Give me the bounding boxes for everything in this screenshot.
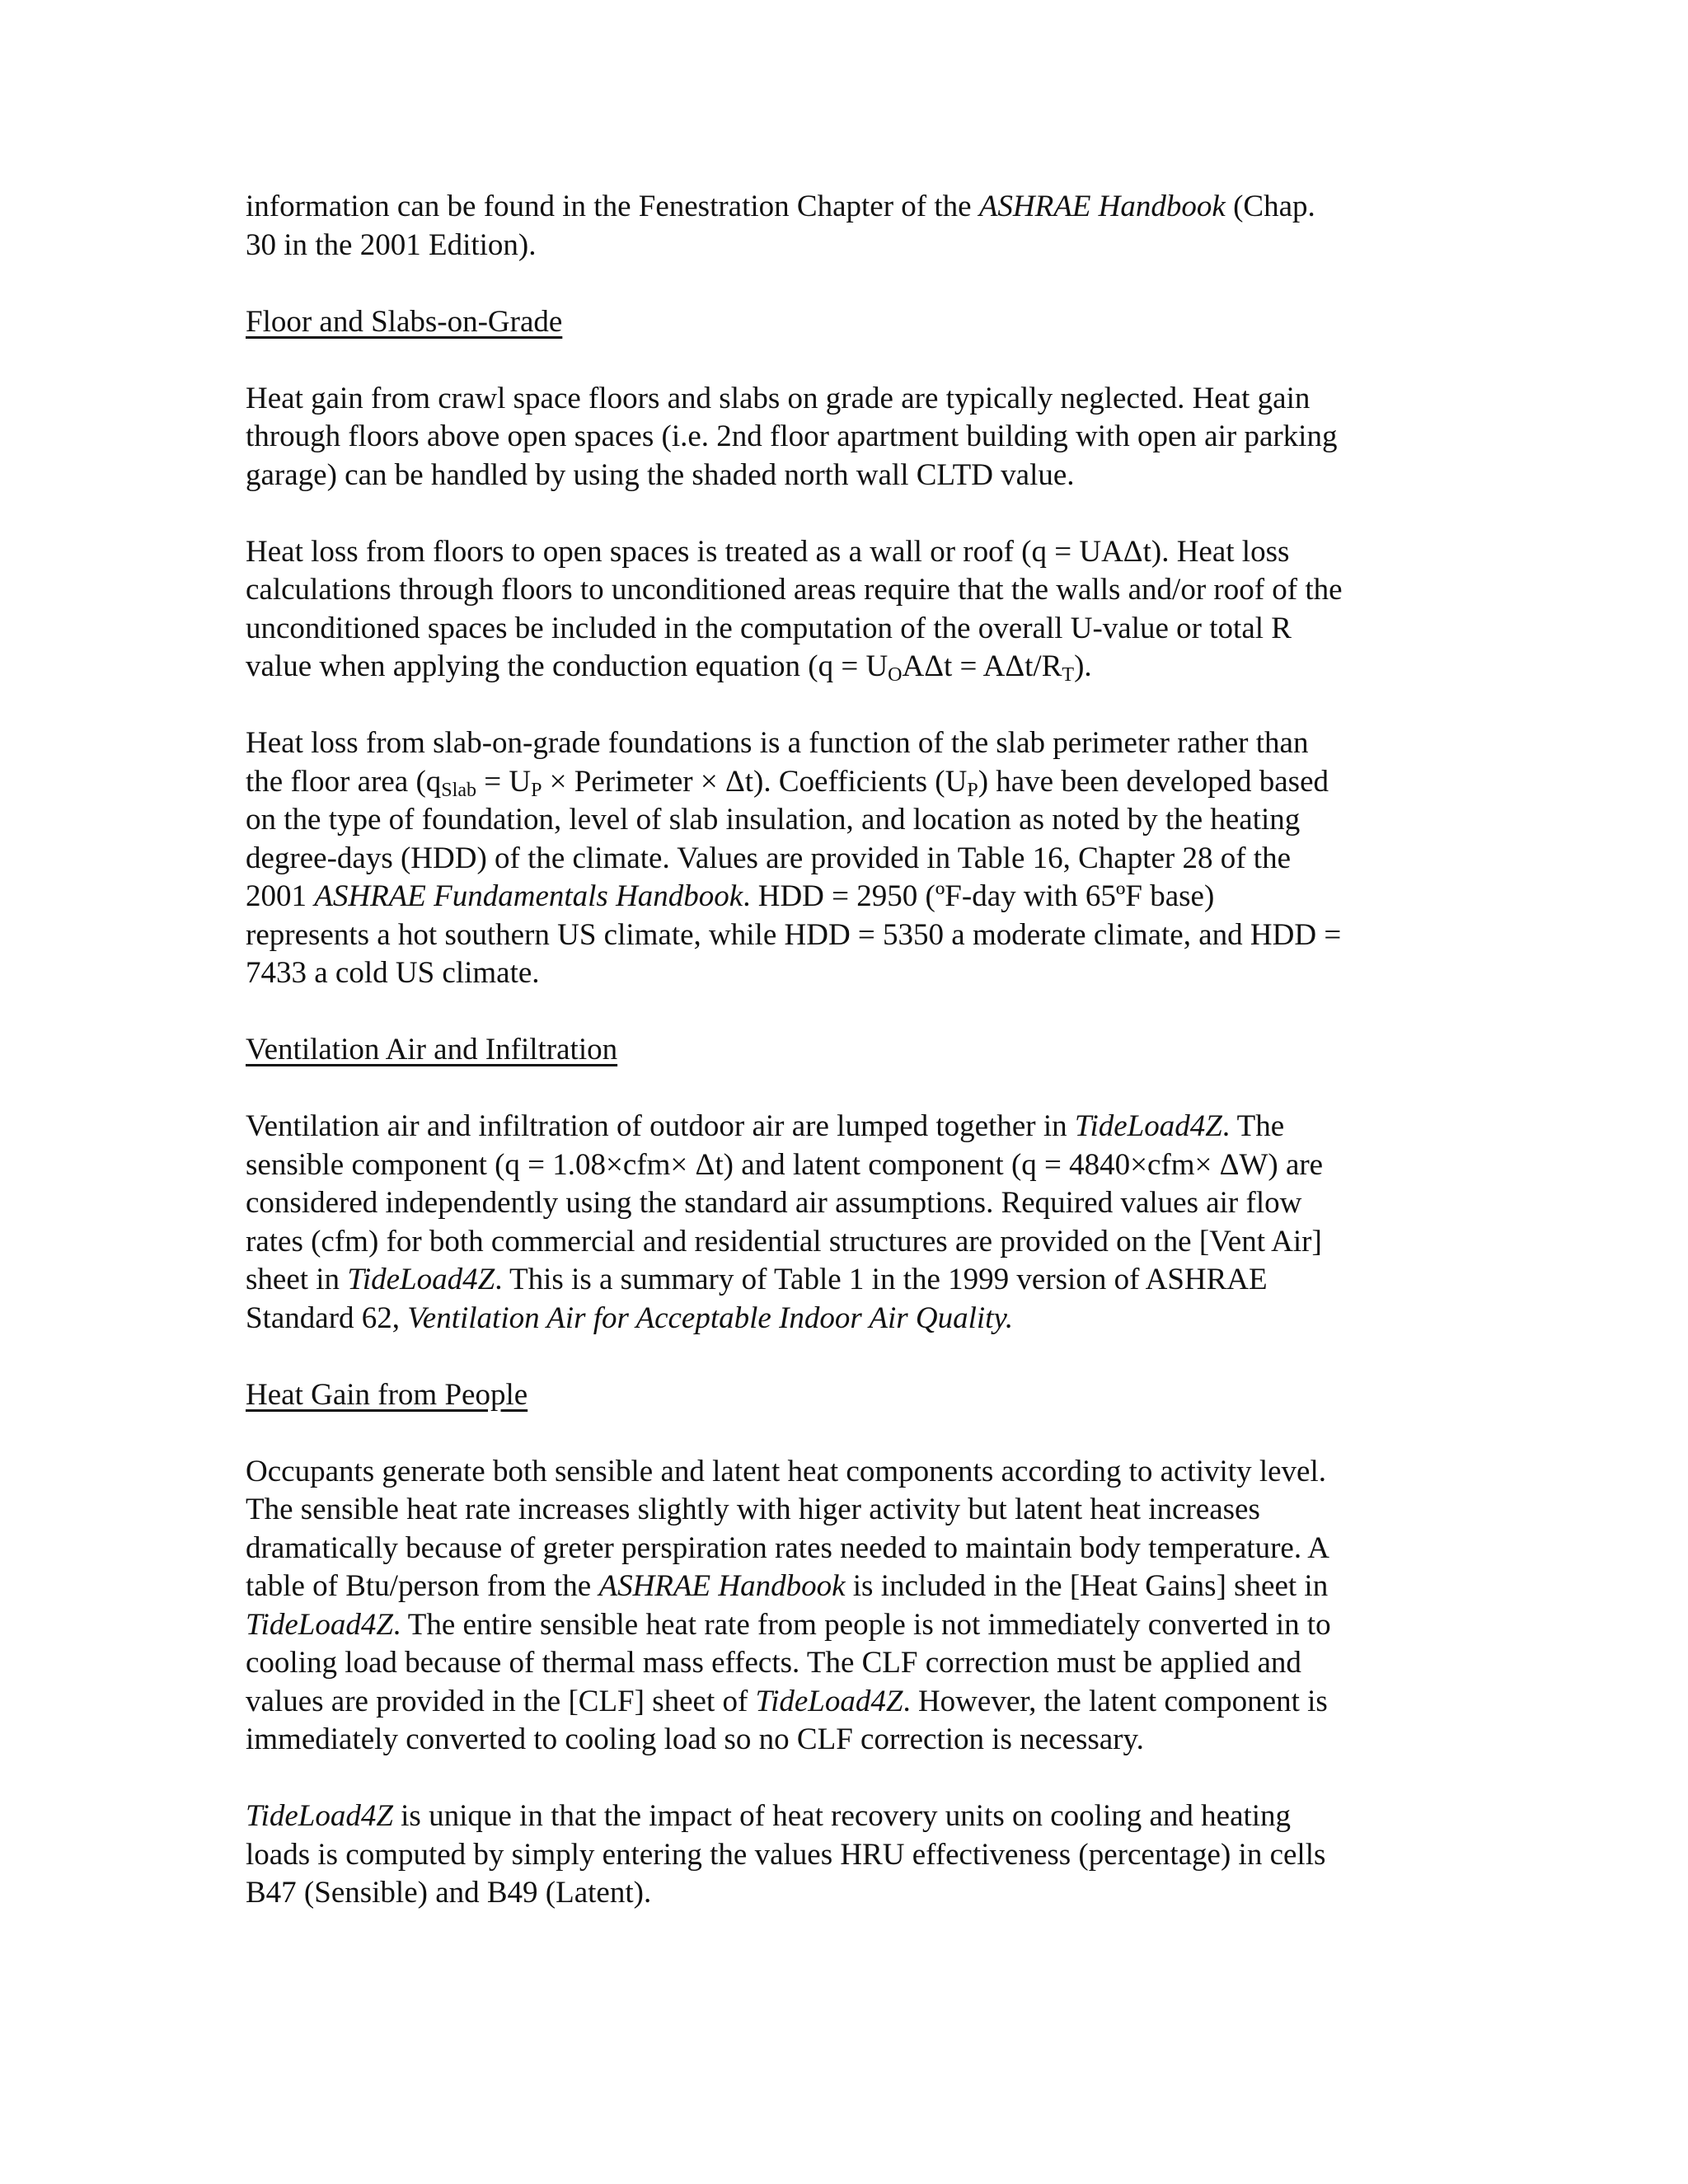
text-line: value when applying the conduction equation $(q = U_OA\Delta t = A\Delta t/R_T)$.: [246, 649, 1092, 686]
section-heading-ventilation: Ventilation Air and Infiltration: [246, 1033, 618, 1066]
document-page: [246, 188, 1465, 1951]
text-line: sensible component (q = 1.08×cfm× Δt) and latent component (q = 4840×cfm× ΔW) are: [246, 1147, 1324, 1182]
text-line: considered independently using the standard air assumptions. Required values air flow: [246, 1186, 1302, 1220]
text-line: on the type of foundation, level of slab insulation, and location as noted by the heating: [246, 803, 1301, 837]
paragraph-heat-gain-floors: [246, 380, 1465, 495]
text-line: information can be found in the Fenestration Chapter of the ASHRAE Handbook (Chap.: [246, 190, 1315, 223]
text-line: B47 (Sensible) and B49 (Latent).: [246, 1876, 652, 1910]
text-line: Standard 62, Ventilation Air for Acceptable Indoor Air Quality.: [246, 1301, 1014, 1335]
text-line: rates (cfm) for both commercial and residential structures are provided on the [Vent Air]: [246, 1224, 1322, 1258]
text-line: Heat gain from crawl space floors and slabs on grade are typically neglected. Heat gain: [246, 381, 1311, 415]
text-line: unconditioned spaces be included in the computation of the overall U-value or total R: [246, 611, 1292, 645]
text-line: immediately converted to cooling load so no CLF correction is necessary.: [246, 1722, 1144, 1756]
text-line: TideLoad4Z is unique in that the impact of heat recovery units on cooling and heating: [246, 1799, 1292, 1833]
text-line: through floors above open spaces (i.e. 2nd floor apartment building with open air parking: [246, 419, 1338, 453]
text-line: values are provided in the [CLF] sheet of TideLoad4Z. However, the latent component is: [246, 1684, 1328, 1718]
paragraph-heat-recovery: [246, 1797, 1465, 1913]
text-line: table of Btu/person from the ASHRAE Handbook is included in the [Heat Gains] sheet in: [246, 1569, 1329, 1603]
section-heading-floor-slabs: Floor and Slabs-on-Grade: [246, 304, 563, 339]
text-line: TideLoad4Z. The entire sensible heat rate from people is not immediately converted in to: [246, 1607, 1331, 1642]
text-line: Ventilation air and infiltration of outdoor air are lumped together in TideLoad4Z. The: [246, 1109, 1285, 1143]
text-line: cooling load because of thermal mass effects. The CLF correction must be applied and: [246, 1646, 1301, 1680]
text-line: Heat loss from slab-on-grade foundations is a function of the slab perimeter rather than: [246, 726, 1309, 760]
paragraph-people: [246, 1453, 1465, 1760]
text-line: represents a hot southern US climate, while HDD = 5350 a moderate climate, and HDD =: [246, 917, 1342, 952]
text-line: calculations through floors to unconditioned areas require that the walls and/or roof of the: [246, 573, 1343, 607]
text-line: The sensible heat rate increases slightly with higer activity but latent heat increases: [246, 1493, 1260, 1526]
paragraph-ventilation: [246, 1108, 1465, 1338]
text-line: degree-days (HDD) of the climate. Values are provided in Table 16, Chapter 28 of the: [246, 841, 1292, 875]
text-line: sheet in TideLoad4Z. This is a summary of Table 1 in the 1999 version of ASHRAE: [246, 1263, 1268, 1296]
text-line: the floor area ($q_{Slab} = U_P$ × Perimeter × Δt). Coefficients $(U_P)$ have been developed based: [246, 764, 1329, 801]
text-line: dramatically because of greter perspiration rates needed to maintain body temperature. A: [246, 1530, 1330, 1565]
text-line: Heat loss from floors to open spaces is treated as a wall or roof (q = UAΔt). Heat loss: [246, 534, 1290, 569]
section-heading-people: Heat Gain from People: [246, 1377, 528, 1412]
text-line: garage) can be handled by using the shaded north wall CLTD value.: [246, 457, 1075, 492]
text-line: Occupants generate both sensible and latent heat components according to activity level.: [246, 1454, 1326, 1488]
text-line: 7433 a cold US climate.: [246, 956, 540, 990]
paragraph-slab-on-grade: [246, 724, 1465, 993]
text-line: loads is computed by simply entering the values HRU effectiveness (percentage) in cells: [246, 1837, 1326, 1872]
paragraph-heat-loss-floors: [246, 533, 1465, 687]
paragraph-fenestration-ref: [246, 188, 1465, 265]
text-line: 2001 ASHRAE Fundamentals Handbook. HDD = 2950 (ºF-day with 65ºF base): [246, 879, 1215, 913]
text-line: 30 in the 2001 Edition).: [246, 227, 537, 262]
